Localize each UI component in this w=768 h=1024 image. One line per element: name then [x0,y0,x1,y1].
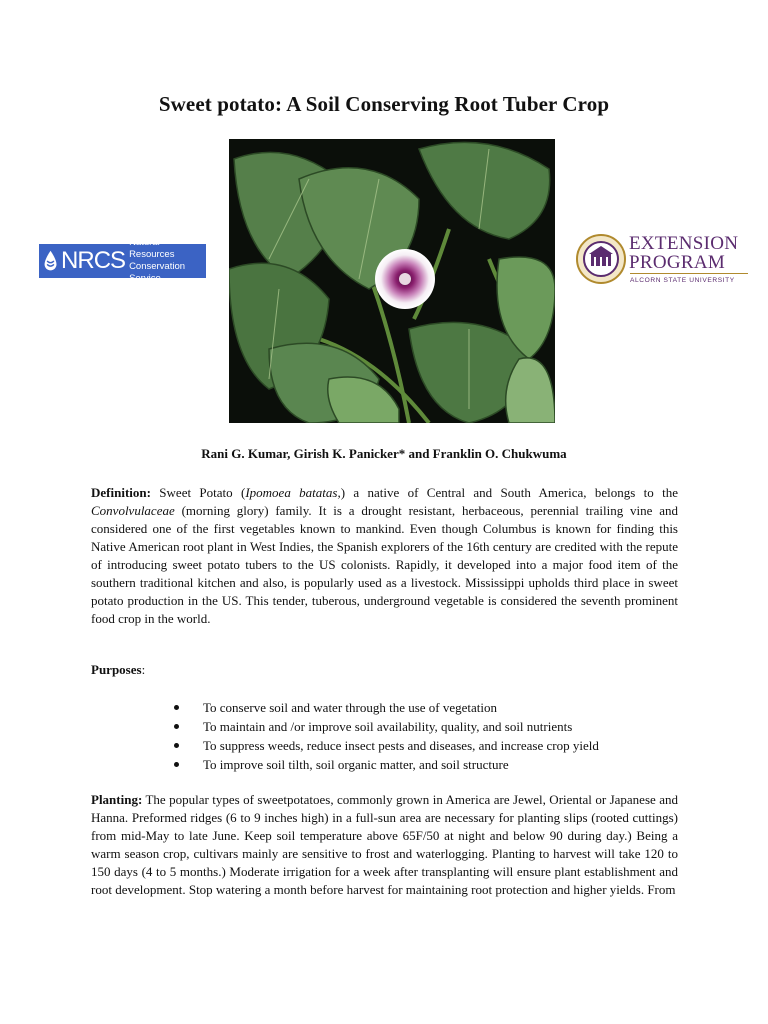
definition-label: Definition: [91,485,151,500]
definition-text-2: ) a native of Central and South America, belongs to the [340,485,678,500]
family-name: Convolvulaceae [91,503,175,518]
alcorn-seal-icon [576,234,626,284]
university-name: ALCORN STATE UNIVERSITY [630,277,735,284]
sweet-potato-flower-photo [229,139,555,423]
nrcs-name [129,237,206,285]
nrcs-name-line1: Natural Resources [129,237,175,260]
nrcs-name-line2: Conservation Service [129,261,186,284]
list-item: To maintain and /or improve soil availability, quality, and soil nutrients [185,717,685,736]
page-title: Sweet potato: A Soil Conserving Root Tuber Crop [158,92,610,116]
scientific-name: Ipomoea batatas, [245,485,341,500]
list-item: To suppress weeds, reduce insect pests and diseases, and increase crop yield [185,736,685,755]
list-item: To conserve soil and water through the use of vegetation [185,698,685,717]
purposes-list [185,698,685,774]
program-title: PROGRAM [629,252,726,273]
nrcs-abbreviation: NRCS [61,247,126,274]
extension-program-logo [576,233,756,289]
extension-title: EXTENSION [629,233,739,254]
planting-label: Planting: [91,792,143,807]
authors: Rani G. Kumar, Girish K. Panicker* and Franklin O. Chukwuma [201,446,567,461]
purposes-colon: : [141,662,146,677]
purposes-heading [91,661,678,679]
water-drop-icon [42,247,59,275]
list-item: To improve soil tilth, soil organic matter, and soil structure [185,755,685,774]
definition-text-1: Sweet Potato ( [150,485,246,500]
logo-divider [630,273,748,274]
nrcs-logo [39,237,206,284]
definition-paragraph [91,484,678,628]
definition-text-3: (morning glory) family. It is a drought resistant, herbaceous, perennial trailing vine and considered one of the first vegetables known to mankind. Even though Columbus is known for finding this Native American root plant in West Indies, the Spanish explorers of the 16th century are credited with the repute of introducing sweet potato tubers to the US colonists. Rapidly, it developed into a major food item of the southern traditional kitchen and also, is popularly used as a livestock. Mississippi upholds third place in sweet potato production in the US. This tender, tuberous, underground vegetable is considered the seventh prominent food crop in the world. [91,503,678,626]
purposes-label: Purposes [91,662,142,677]
planting-paragraph [91,791,678,899]
planting-text: The popular types of sweetpotatoes, commonly grown in America are Jewel, Oriental or Japanese and Hanna. Preformed ridges (6 to 9 inches high) in a full-sun area are necessary for planting slips (rooted cuttings) from mid-May to late June. Keep soil temperature above 65F/50 at night and below 90 during day.) Being a warm season crop, cultivars mainly are sensitive to frost and waterlogging. Planting to harvest will take 120 to 150 days (4 to 5 months.) Moderate irrigation for a week after transplanting will ensure plant establishment and root development. Stop watering a month before harvest for maintaining root protection and higher yields. From [91,792,678,897]
